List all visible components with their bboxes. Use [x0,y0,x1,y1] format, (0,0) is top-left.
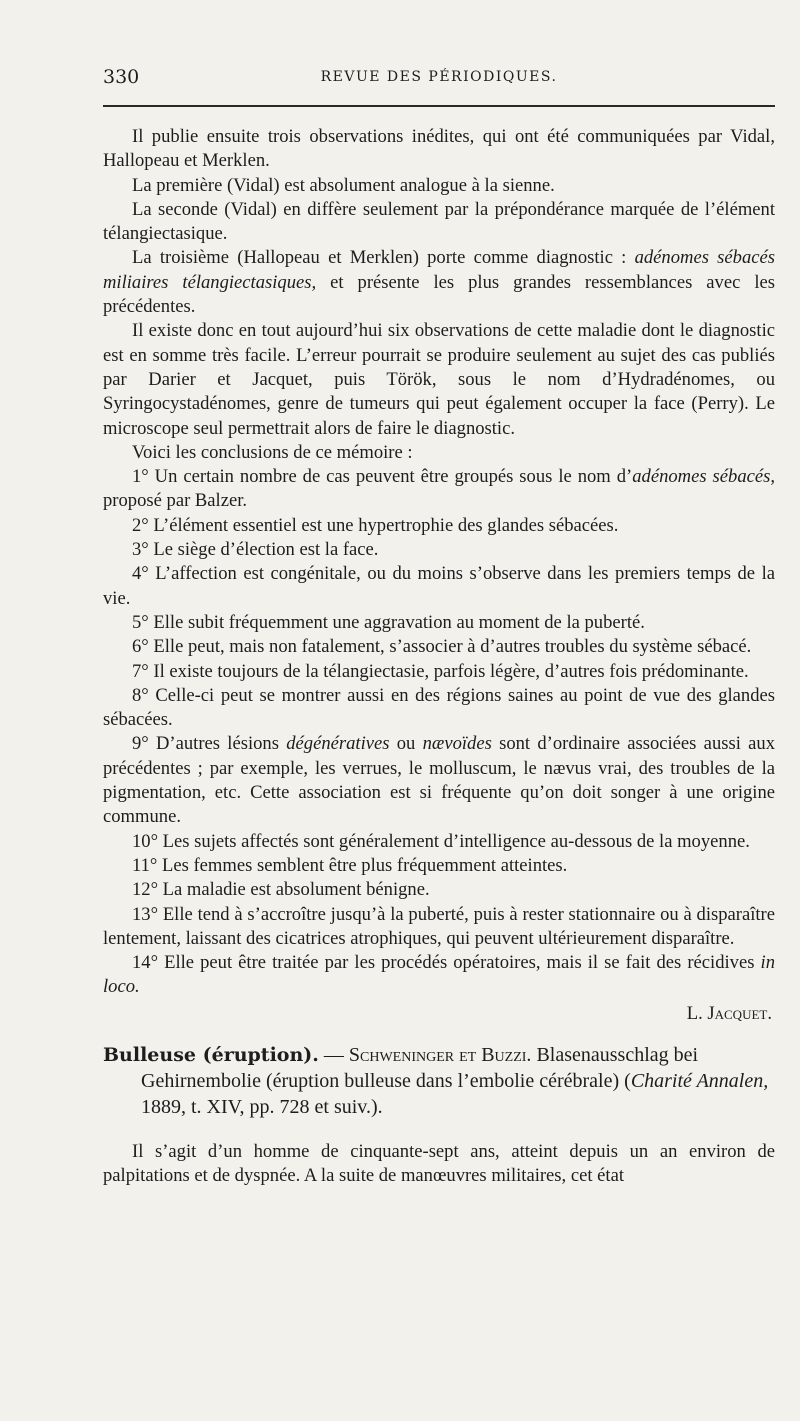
conclusion-1 [103,465,775,514]
page-body [103,125,775,1189]
paragraph-second-obs: La seconde (Vidal) en diffère seulement par la prépondérance marquée de l’élément télangiectasique. [103,198,775,245]
conclusion-5: 5° Elle subit fréquemment une aggravation au moment de la puberté. [132,611,645,633]
text-run: sont d’ordinaire associées aussi aux précédentes ; par exemple, les verrues, le molluscum, le nævus vrai, des troubles de la pigmentation, etc. Cette association est si fréquente qu’on doit songer à une origine commune. [103,733,775,828]
conclusion-13: 13° Elle tend à s’accroître jusqu’à la puberté, puis à rester stationnaire ou à disparaître lentement, laissant des cicatrices atrophiques, qui peuvent ultérieurement disparaître. [103,903,775,949]
paragraph-first-obs: La première (Vidal) est absolument analogue à la sienne. [132,174,555,196]
entry-title: Blasenausschlag bei Gehirnembolie (éruption bulleuse dans l’embolie cérébrale) ( [141,1043,699,1092]
running-title: REVUE DES PÉRIODIQUES. [320,69,558,85]
text-run: 14° Elle peut être traitée par les procédés opératoires, mais il se fait des récidives [132,952,761,974]
text-run: 1° Un certain nombre de cas peuvent être groupés sous le nom d’ [132,466,633,488]
text-run: 9° D’autres lésions [132,733,287,755]
conclusion-3: 3° Le siège d’élection est la face. [132,539,379,561]
entry-citation: 1889, t. XIV, pp. 728 et suiv.). [141,1095,383,1118]
italic-term: nævoïdes [422,733,492,755]
conclusion-11: 11° Les femmes semblent être plus fréquemment atteintes. [132,854,568,876]
italic-term: adénomes sébacés miliaires télangiectasiques, [103,247,775,293]
page-number: 330 [103,66,140,88]
text-run: La troisième (Hallopeau et Merklen) porte comme diagnostic : [132,247,635,269]
italic-term: adénomes sébacés, [632,466,776,488]
review-entry-heading [103,1042,775,1120]
paragraph-third-obs [103,246,775,319]
paragraph-voici: Voici les conclusions de ce mémoire : [132,441,413,463]
conclusion-4: 4° L’affection est congénitale, ou du moins s’observe dans les premiers temps de la vie. [103,563,775,609]
paragraph-case: Il s’agit d’un homme de cinquante-sept ans, atteint depuis un an environ de palpitations et de dyspnée. A la suite de manœuvres militaires, cet état [103,1140,775,1187]
entry-authors: Schweninger et Buzzi. [348,1043,532,1066]
text-run: proposé par Balzer. [103,490,248,512]
text-run: et présente les plus grandes ressemblances avec les précédentes. [103,271,775,318]
page-header [103,66,775,96]
entry-subject: Bulleuse (éruption). [103,1043,319,1066]
conclusion-8: 8° Celle-ci peut se montrer aussi en des régions saines au point de vue des glandes sébacées. [103,684,775,731]
conclusion-9 [103,732,775,829]
conclusion-10: 10° Les sujets affectés sont généralement d’intelligence au-dessous de la moyenne. [132,830,750,852]
paragraph-intro: Il publie ensuite trois observations inédites, qui ont été communiquées par Vidal, Hallopeau et Merklen. [103,126,775,172]
italic-term: dégénératives [286,733,390,755]
entry-journal: Charité Annalen, [630,1069,769,1092]
conclusion-12: 12° La maladie est absolument bénigne. [132,879,430,901]
signature: L. Jacquet. [686,1002,772,1024]
italic-term: in loco. [103,952,775,998]
conclusion-7: 7° Il existe toujours de la télangiectasie, parfois légère, d’autres fois prédominante. [132,660,749,682]
conclusion-6: 6° Elle peut, mais non fatalement, s’associer à d’autres troubles du système sébacé. [132,636,752,658]
paragraph-existe: Il existe donc en tout aujourd’hui six observations de cette maladie dont le diagnostic est en somme très facile. L’erreur pourrait se produire seulement au sujet des cas publiés par Darier et Jacquet, puis Török, sous le nom d’Hydradénomes, ou Syringocystadénomes, genre de tumeurs qui peut également occuper la face (Perry). Le microscope seul permettrait alors de faire le diagnostic. [103,320,775,439]
entry-dash: — [318,1043,349,1066]
header-rule [103,105,775,107]
text-run: ou [389,733,423,755]
conclusion-2: 2° L’élément essentiel est une hypertrophie des glandes sébacées. [132,514,619,536]
conclusion-14 [103,951,775,1000]
